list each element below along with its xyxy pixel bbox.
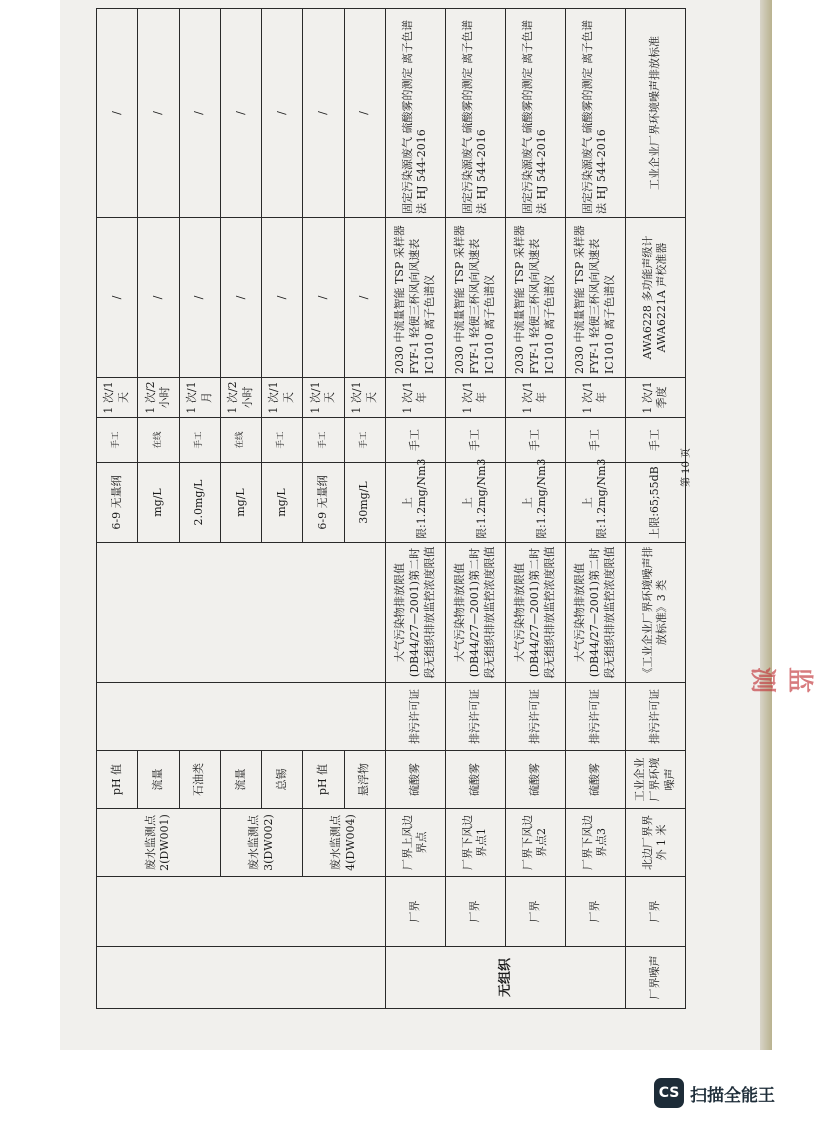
table-row [445,9,505,1009]
monitor-point: 废水监测点4(DW004) [303,809,386,877]
frequency: 1 次/1天 [262,378,303,418]
frequency: 1 次/2小时 [138,378,179,418]
monitor-item: 石油类 [179,751,220,809]
method: / [303,9,344,218]
monitor-item: 流量 [138,751,179,809]
basis: 排污许可证 [565,683,625,751]
basis: 排污许可证 [385,683,445,751]
page-number: 第 10 页 [681,447,693,488]
monitor-mode: 手工 [385,418,445,463]
monitor-point: 厂界上风边界点 [385,809,445,877]
monitor-mode: 在线 [220,418,261,463]
method: 固定污染源废气 硫酸雾的测定 离子色谱法 HJ 544-2016 [385,9,445,218]
monitor-mode: 手工 [445,418,505,463]
standard: 大气污染物排放限值(DB44/27—2001)第二时段无组织排放监控浓度限值 [505,543,565,683]
location: 厂界 [565,877,625,947]
cat-cell-empty [97,947,386,1009]
frequency: 1 次/1天 [303,378,344,418]
method: / [344,9,385,218]
table-row [97,9,138,1009]
monitor-point: 厂界下风边界点2 [505,809,565,877]
monitor-mode: 手工 [344,418,385,463]
table-row [565,9,625,1009]
limit-value: 6-9 无量纲 [303,463,344,543]
equipment: AWA6228 多功能声级计 AWA6221A 声校准器 [625,218,685,378]
equipment: 2030 中流量智能 TSP 采样器 FYF-1 轻便三杯风向风速表 IC1010 离子色谱仪 [445,218,505,378]
standard-cell-empty [97,543,386,683]
equipment: / [220,218,261,378]
limit-value: 2.0mg/L [179,463,220,543]
limit-value: mg/L [262,463,303,543]
location: 厂界 [445,877,505,947]
equipment: 2030 中流量智能 TSP 采样器 FYF-1 轻便三杯风向风速表 IC1010 离子色谱仪 [565,218,625,378]
standard: 《工业企业厂界环境噪声排放标准》3 类 [625,543,685,683]
monitoring-plan-table [96,8,686,1009]
watermark-text: 扫描全能王 [690,1085,775,1106]
equipment: 2030 中流量智能 TSP 采样器 FYF-1 轻便三杯风向风速表 IC1010 离子色谱仪 [505,218,565,378]
method: 工业企业厂界环境噪声排放标准 [625,9,685,218]
monitor-point: 废水监测点2(DW001) [97,809,221,877]
monitor-item: 硫酸雾 [445,751,505,809]
standard: 大气污染物排放限值(DB44/27—2001)第二时段无组织排放监控浓度限值 [565,543,625,683]
table-row [505,9,565,1009]
standard: 大气污染物排放限值(DB44/27—2001)第二时段无组织排放监控浓度限值 [385,543,445,683]
basis: 排污许可证 [445,683,505,751]
category-label: 无组织 [385,947,625,1009]
monitor-mode: 手工 [97,418,138,463]
method: 固定污染源废气 硫酸雾的测定 离子色谱法 HJ 544-2016 [505,9,565,218]
monitor-item: 硫酸雾 [565,751,625,809]
monitor-item: pH 值 [97,751,138,809]
limit-value: mg/L [138,463,179,543]
frequency: 1 次/1季度 [625,378,685,418]
method: / [220,9,261,218]
equipment: / [138,218,179,378]
monitor-point: 厂界下风边界点3 [565,809,625,877]
monitor-item: 悬浮物 [344,751,385,809]
limit-value: mg/L [220,463,261,543]
monitor-mode: 手工 [303,418,344,463]
monitor-mode: 手工 [262,418,303,463]
monitor-point: 北边厂界界外 1 米 [625,809,685,877]
scanner-watermark [654,1078,775,1108]
equipment: 2030 中流量智能 TSP 采样器 FYF-1 轻便三杯风向风速表 IC1010 离子色谱仪 [385,218,445,378]
location: 厂界 [385,877,445,947]
monitor-item: 总锡 [262,751,303,809]
monitor-point: 废水监测点3(DW002) [220,809,303,877]
category-label: 厂界噪声 [625,947,685,1009]
frequency: 1 次/1年 [565,378,625,418]
method: / [97,9,138,218]
basis-cell-empty [97,683,386,751]
method: 固定污染源废气 硫酸雾的测定 离子色谱法 HJ 544-2016 [565,9,625,218]
monitor-mode: 手工 [565,418,625,463]
frequency: 1 次/1年 [385,378,445,418]
frequency: 1 次/1月 [179,378,220,418]
rotated-table-area [96,9,686,1009]
frequency: 1 次/1年 [445,378,505,418]
monitor-mode: 手工 [179,418,220,463]
monitor-item: 工业企业厂界环境噪声 [625,751,685,809]
equipment: / [97,218,138,378]
frequency: 1 次/1天 [97,378,138,418]
location: 厂界 [625,877,685,947]
table-row [303,9,344,1009]
limit-value: 上限:1.2mg/Nm3 [565,463,625,543]
basis: 排污许可证 [505,683,565,751]
monitor-point: 厂界下风边界点1 [445,809,505,877]
monitor-mode: 在线 [138,418,179,463]
table-row [625,9,685,1009]
frequency: 1 次/2小时 [220,378,261,418]
monitor-mode: 手工 [625,418,685,463]
monitor-item: 流量 [220,751,261,809]
standard: 大气污染物排放限值(DB44/27—2001)第二时段无组织排放监控浓度限值 [445,543,505,683]
table-row [220,9,261,1009]
location: 厂界 [505,877,565,947]
red-seal-stamp: 监测 [747,667,814,694]
method: / [179,9,220,218]
frequency: 1 次/1年 [505,378,565,418]
table-row [385,9,445,1009]
loc-cell-empty [97,877,386,947]
frequency: 1 次/1天 [344,378,385,418]
equipment: / [262,218,303,378]
limit-value: 上限:65;55dB [625,463,685,543]
monitor-item: 硫酸雾 [385,751,445,809]
equipment: / [344,218,385,378]
camscanner-logo-icon: CS [654,1078,684,1108]
monitor-item: 硫酸雾 [505,751,565,809]
equipment: / [303,218,344,378]
method: 固定污染源废气 硫酸雾的测定 离子色谱法 HJ 544-2016 [445,9,505,218]
limit-value: 上限:1.2mg/Nm3 [385,463,445,543]
basis: 排污许可证 [625,683,685,751]
limit-value: 上限:1.2mg/Nm3 [445,463,505,543]
limit-value: 30mg/L [344,463,385,543]
monitor-item: pH 值 [303,751,344,809]
limit-value: 上限:1.2mg/Nm3 [505,463,565,543]
page-edge-shadow [760,0,772,1050]
method: / [138,9,179,218]
monitor-mode: 手工 [505,418,565,463]
limit-value: 6-9 无量纲 [97,463,138,543]
equipment: / [179,218,220,378]
method: / [262,9,303,218]
